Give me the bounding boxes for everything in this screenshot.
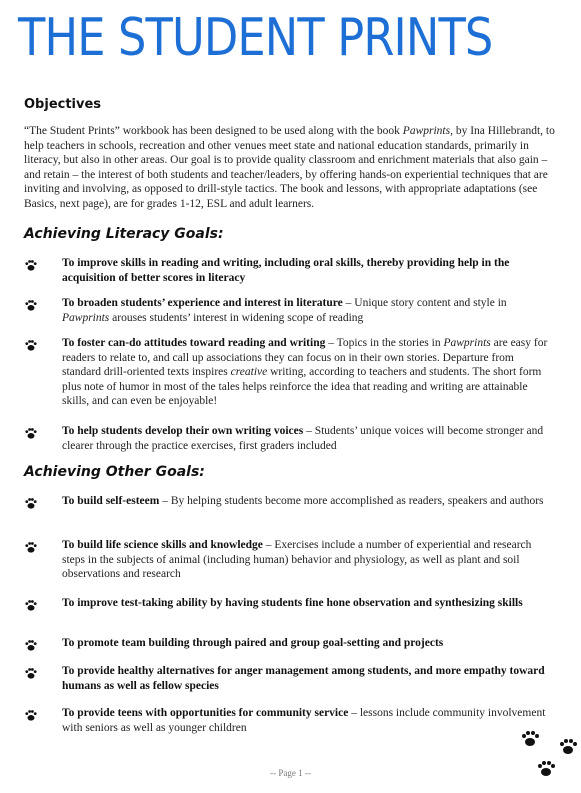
page-number: -- Page 1 -- bbox=[270, 768, 311, 778]
goal-title: To build self-esteem bbox=[62, 495, 160, 507]
goal-text: – Exercises include a number of experiential and research steps in the subjects of animal (including human) behavior and physiology, as well as plant and soil observations and research bbox=[62, 539, 532, 581]
goal-text: – By helping students become more accomplished as readers, speakers and authors bbox=[159, 495, 544, 507]
goal-emphasis: creative bbox=[230, 366, 268, 379]
literacy-goals-heading: Achieving Literacy Goals: bbox=[24, 226, 224, 242]
paw-print-icon bbox=[24, 540, 38, 554]
goal-text: – lessons include community involvement with seniors as well as younger children bbox=[62, 707, 546, 734]
objectives-heading: Objectives bbox=[24, 97, 102, 112]
goal-title: To help students develop their own writing voices bbox=[62, 425, 304, 437]
goal-title: To promote team building through paired and group goal-setting and projects bbox=[62, 637, 444, 649]
other-goal-item bbox=[24, 494, 554, 509]
objectives-text-2: , by Ina Hillebrandt, to help teachers in schools, recreation and other venues meet state and national education standards, primarily in literacy, but also in other areas. Our goal is to provide quality classroom and enrichment materials that also gain – and retain – the interest of both students and teacher/leaders, by offering hands-on experiential techniques that are inviting and involving, as opposed to drill-style tactics. The book and lessons, with appropriate adaptations (see Basics, next page), are for grades 1-12, ESL and adult learners. bbox=[24, 125, 555, 210]
other-goal-item bbox=[24, 596, 554, 611]
goal-title: To improve test-taking ability by having students fine hone observation and synthesizing skills bbox=[62, 597, 523, 609]
other-goals-heading: Achieving Other Goals: bbox=[24, 464, 205, 480]
goal-text: arouses students’ interest in widening scope of reading bbox=[109, 311, 364, 324]
paw-print-icon bbox=[24, 426, 38, 440]
goal-text: – Unique story content and style in bbox=[342, 297, 507, 309]
goal-title: To build life science skills and knowledge bbox=[62, 539, 263, 551]
literacy-goal-item bbox=[24, 336, 554, 409]
paw-print-icon bbox=[24, 638, 38, 652]
goal-text: are easy for readers to relate to, and call up associations they can focus on in their own stories. Departure from standard drill-oriented texts inspires bbox=[62, 337, 548, 379]
other-goal-item bbox=[24, 538, 554, 582]
goal-title: To provide healthy alternatives for anger management among students, and more empathy toward humans as well as fellow species bbox=[62, 665, 545, 692]
paw-print-icon bbox=[24, 258, 38, 272]
goal-text: – Topics in the stories in bbox=[325, 337, 444, 349]
goal-book-title: Pawprints bbox=[443, 337, 491, 349]
objectives-text-1: “The Student Prints” workbook has been designed to be used along with the book bbox=[24, 125, 403, 137]
objectives-paragraph bbox=[24, 124, 564, 212]
goal-text: writing, according to teachers and students. The short form plus note of humor in most of the tales helps reinforce the idea that reading and writing are attainable skills, and can even be enjoyable! bbox=[62, 366, 542, 408]
page-title: THE STUDENT PRINTS bbox=[18, 8, 493, 68]
paw-prints-icon bbox=[518, 728, 580, 786]
paw-print-icon bbox=[24, 708, 38, 722]
other-goal-item bbox=[24, 664, 554, 693]
literacy-goal-item bbox=[24, 296, 554, 325]
other-goal-item bbox=[24, 706, 554, 735]
goal-title: To provide teens with opportunities for community service bbox=[62, 707, 349, 719]
literacy-goal-item bbox=[24, 256, 554, 285]
goal-title: To foster can-do attitudes toward reading and writing bbox=[62, 337, 326, 349]
objectives-book-title: Pawprints bbox=[402, 125, 451, 137]
literacy-goal-item bbox=[24, 424, 554, 453]
goal-title: To improve skills in reading and writing, including oral skills, thereby providing help in the acquisition of better scores in literacy bbox=[62, 257, 510, 284]
goal-title: To broaden students’ experience and interest in literature bbox=[62, 297, 343, 309]
goal-book-title: Pawprints bbox=[62, 311, 110, 324]
paw-print-icon bbox=[24, 298, 38, 312]
paw-print-icon bbox=[24, 666, 38, 680]
paw-print-icon bbox=[24, 496, 38, 510]
other-goal-item bbox=[24, 636, 554, 651]
paw-print-icon bbox=[24, 338, 38, 352]
paw-print-icon bbox=[24, 598, 38, 612]
goal-text: – Students’ unique voices will become stronger and clearer through the practice exercises, first graders included bbox=[62, 425, 544, 452]
